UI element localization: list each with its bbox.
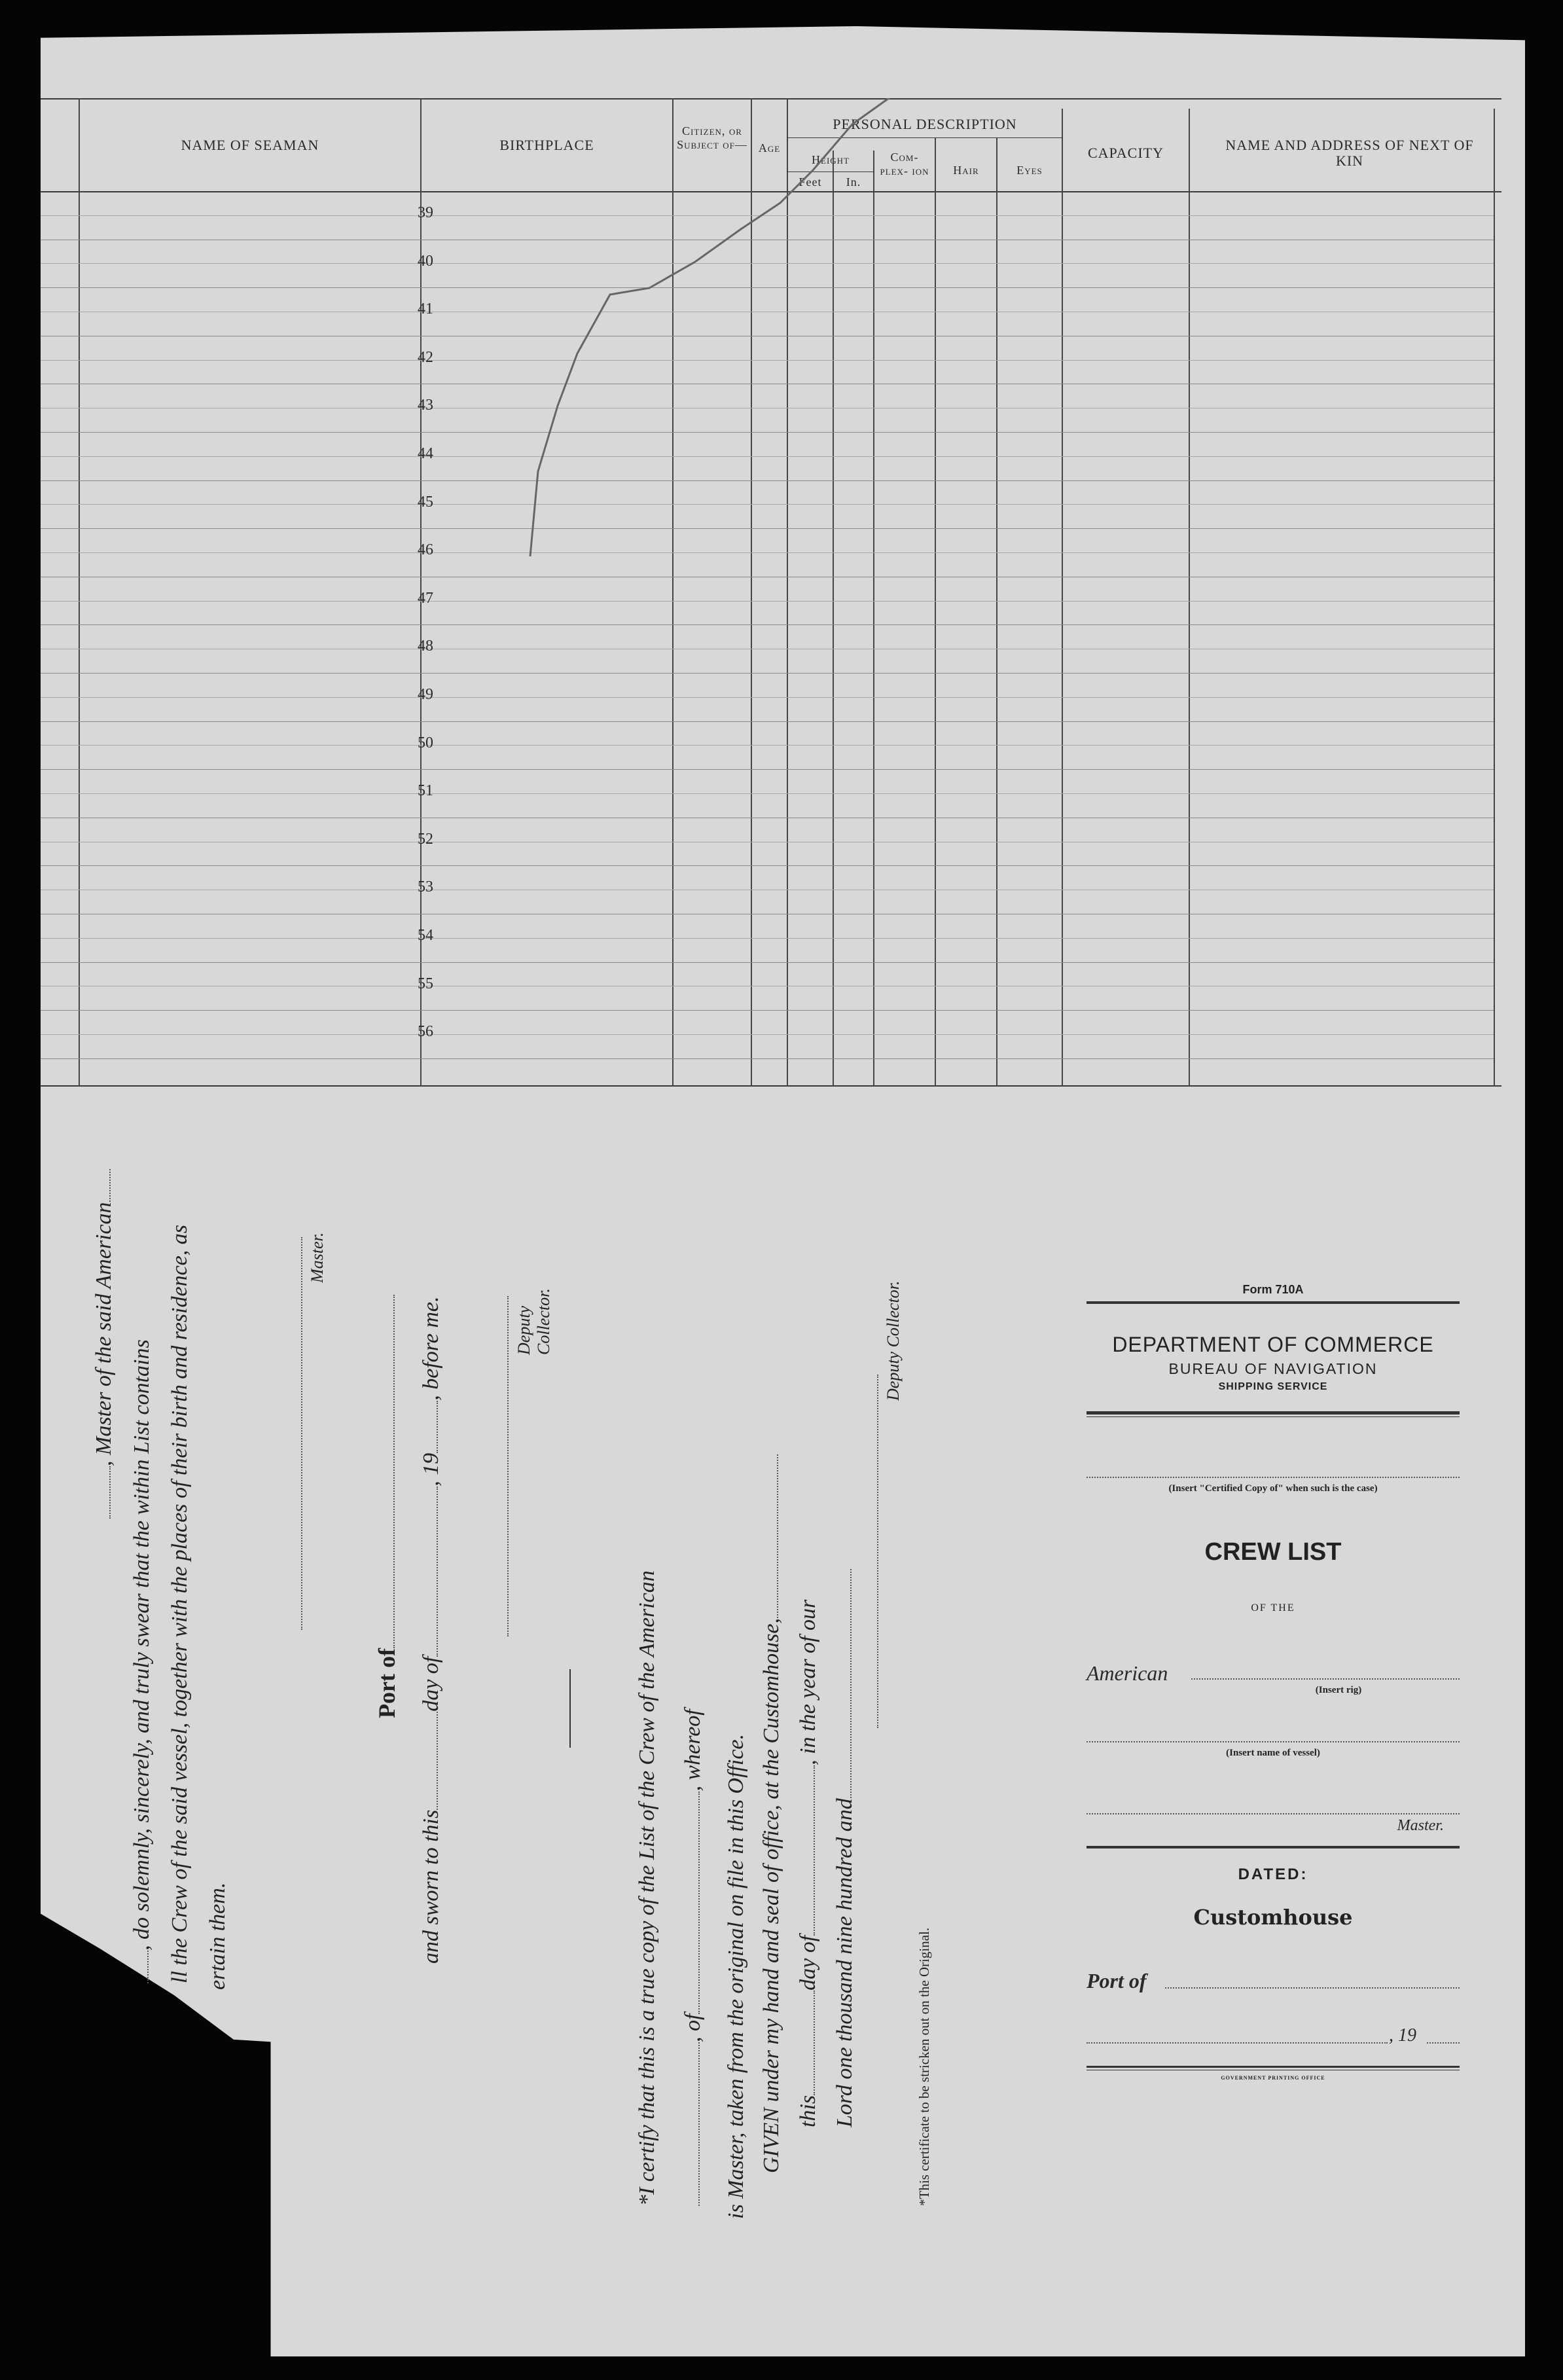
header-height: Height (812, 153, 850, 166)
year-of-our-label: , in the year of our (796, 1599, 820, 1765)
row-number: 41 (418, 300, 433, 318)
of-label: , of (681, 2013, 705, 2042)
customhouse-label: Customhouse (1193, 1905, 1353, 1930)
row-number: 44 (418, 445, 433, 462)
service-name: SHIPPING SERVICE (1218, 1381, 1328, 1392)
port-of-line (373, 1295, 401, 1718)
row-number: 52 (418, 830, 433, 848)
master-signature-line (301, 1237, 304, 1630)
blank-line (92, 1466, 111, 1519)
header-name-of-seaman: NAME OF SEAMAN (181, 137, 319, 153)
header-personal-description: PERSONAL DESCRIPTION (833, 116, 1017, 132)
blank-line (420, 1712, 438, 1810)
header-next-of-kin: NAME AND ADDRESS OF NEXT OF KIN (1225, 137, 1474, 169)
master-label: Master. (1397, 1817, 1444, 1834)
certificate-line-lord (833, 1569, 857, 2127)
certificate-deputy-collector-label: Deputy Collector. (884, 1280, 903, 1401)
given-label: GIVEN under my hand and seal of office, at the Customhouse, (759, 1617, 783, 2173)
row-number: 55 (418, 975, 433, 992)
certificate-line-this-day (796, 1600, 821, 2127)
certificate-footnote: *This certificate to be stricken out on the Original. (916, 1927, 932, 2206)
oath-line-ascertain: ertain them. (206, 1882, 230, 1990)
certified-copy-hint: (Insert "Certified Copy of" when such is the case) (1168, 1483, 1378, 1494)
port-of-blank (1165, 1987, 1460, 1989)
header-hair: Hair (953, 164, 979, 177)
header-inches: In. (846, 175, 861, 189)
blank-line (376, 1295, 395, 1648)
oath-line-swear (130, 1339, 154, 1983)
row-number: 43 (418, 397, 433, 414)
rule-above-dated (1087, 1846, 1460, 1848)
row-number: 56 (418, 1023, 433, 1041)
section-separator (569, 1669, 571, 1748)
deputy-collector-label: Deputy Collector. (514, 1288, 553, 1355)
oath-line-master-of (92, 1169, 117, 1519)
vessel-name-blank (1087, 1741, 1460, 1742)
certificate-line-given (759, 1454, 784, 2173)
whereof-label: , whereof (681, 1709, 705, 1792)
day-of-label: day of (419, 1656, 443, 1712)
rule-under-service-thin (1087, 1416, 1460, 1417)
blank-line (420, 1401, 438, 1453)
row-number: 50 (418, 734, 433, 751)
port-of-label: Port of (1087, 1969, 1147, 1992)
certified-copy-blank (1087, 1477, 1460, 1478)
printer-imprint: GOVERNMENT PRINTING OFFICE (1221, 2075, 1325, 2081)
oath-text: , Master of the said American (92, 1202, 116, 1466)
certificate-line-true-copy: *I certify that this is a true copy of the List of the Crew of the American (635, 1570, 659, 2206)
certificate-line-master: is Master, taken from the original on file in this Office. (724, 1733, 748, 2219)
rig-blank (1191, 1678, 1460, 1680)
row-number: 47 (418, 589, 433, 607)
certificate-signature-line (877, 1375, 880, 1728)
bureau-name: BUREAU OF NAVIGATION (1168, 1360, 1378, 1377)
paper-tear-line (41, 98, 1525, 1087)
blank-line (833, 1569, 852, 1798)
row-number: 49 (418, 686, 433, 703)
blank-line (681, 1792, 700, 2014)
dated-label: DATED: (1238, 1866, 1308, 1883)
of-the-label: OF THE (1251, 1602, 1295, 1614)
blank-line (760, 1454, 778, 1618)
oath-line-crew: ll the Crew of the said vessel, together with the places of their birth and residence, as (168, 1225, 192, 1983)
blank-line (797, 1765, 815, 1936)
sworn-label: and sworn to this (419, 1809, 443, 1964)
certificate-line-of (681, 1709, 706, 2206)
top-rule (1087, 1301, 1460, 1304)
port-of-label: Port of (374, 1648, 400, 1718)
header-capacity: CAPACITY (1088, 145, 1164, 161)
row-number: 51 (418, 782, 433, 800)
year-label: , 19 (1389, 2025, 1416, 2046)
date-blank (1087, 2042, 1388, 2044)
rig-hint: (Insert rig) (1315, 1685, 1362, 1695)
this-label: this (796, 2095, 820, 2127)
rule-under-service (1087, 1411, 1460, 1415)
american-label: American (1087, 1661, 1168, 1685)
blank-line (92, 1169, 111, 1202)
row-number: 42 (418, 348, 433, 366)
sworn-line (419, 1296, 444, 1964)
collector-signature-line (507, 1296, 510, 1636)
lord-label: Lord one thousand nine hundred and (833, 1798, 857, 2127)
header-citizen: Citizen, or Subject of— (677, 124, 747, 151)
master-signature-label: Master. (308, 1232, 327, 1283)
year-label: , 19 (419, 1452, 443, 1487)
bottom-rule (1087, 2066, 1460, 2068)
blank-line (420, 1487, 438, 1657)
oath-text: , do solemnly, sincerely, and truly swear that the within List contains (130, 1339, 154, 1951)
row-number: 45 (418, 493, 433, 511)
row-number: 40 (418, 252, 433, 270)
row-number: 54 (418, 927, 433, 944)
header-age: Age (758, 141, 781, 154)
blank-line (130, 1951, 149, 1983)
blank-line (797, 1991, 815, 2095)
oath-section (92, 1202, 969, 2245)
header-birthplace: BIRTHPLACE (499, 137, 594, 153)
day-of-label: day of (796, 1935, 820, 1991)
vessel-name-hint: (Insert name of vessel) (1226, 1748, 1320, 1758)
row-number: 48 (418, 638, 433, 655)
header-complexion: Com- plex- ion (880, 151, 929, 177)
blank-line (681, 2042, 700, 2206)
row-number: 53 (418, 878, 433, 896)
header-eyes: Eyes (1016, 164, 1043, 177)
header-feet: Feet (799, 175, 822, 189)
crew-list-title: CREW LIST (1204, 1538, 1342, 1566)
crew-table (41, 98, 1525, 1087)
department-name: DEPARTMENT OF COMMERCE (1112, 1333, 1434, 1356)
master-blank (1087, 1813, 1460, 1814)
year-blank (1427, 2042, 1460, 2044)
before-me-label: , before me. (419, 1296, 443, 1401)
row-number: 39 (418, 204, 433, 221)
form-number: Form 710A (1242, 1283, 1304, 1296)
row-number: 46 (418, 541, 433, 559)
